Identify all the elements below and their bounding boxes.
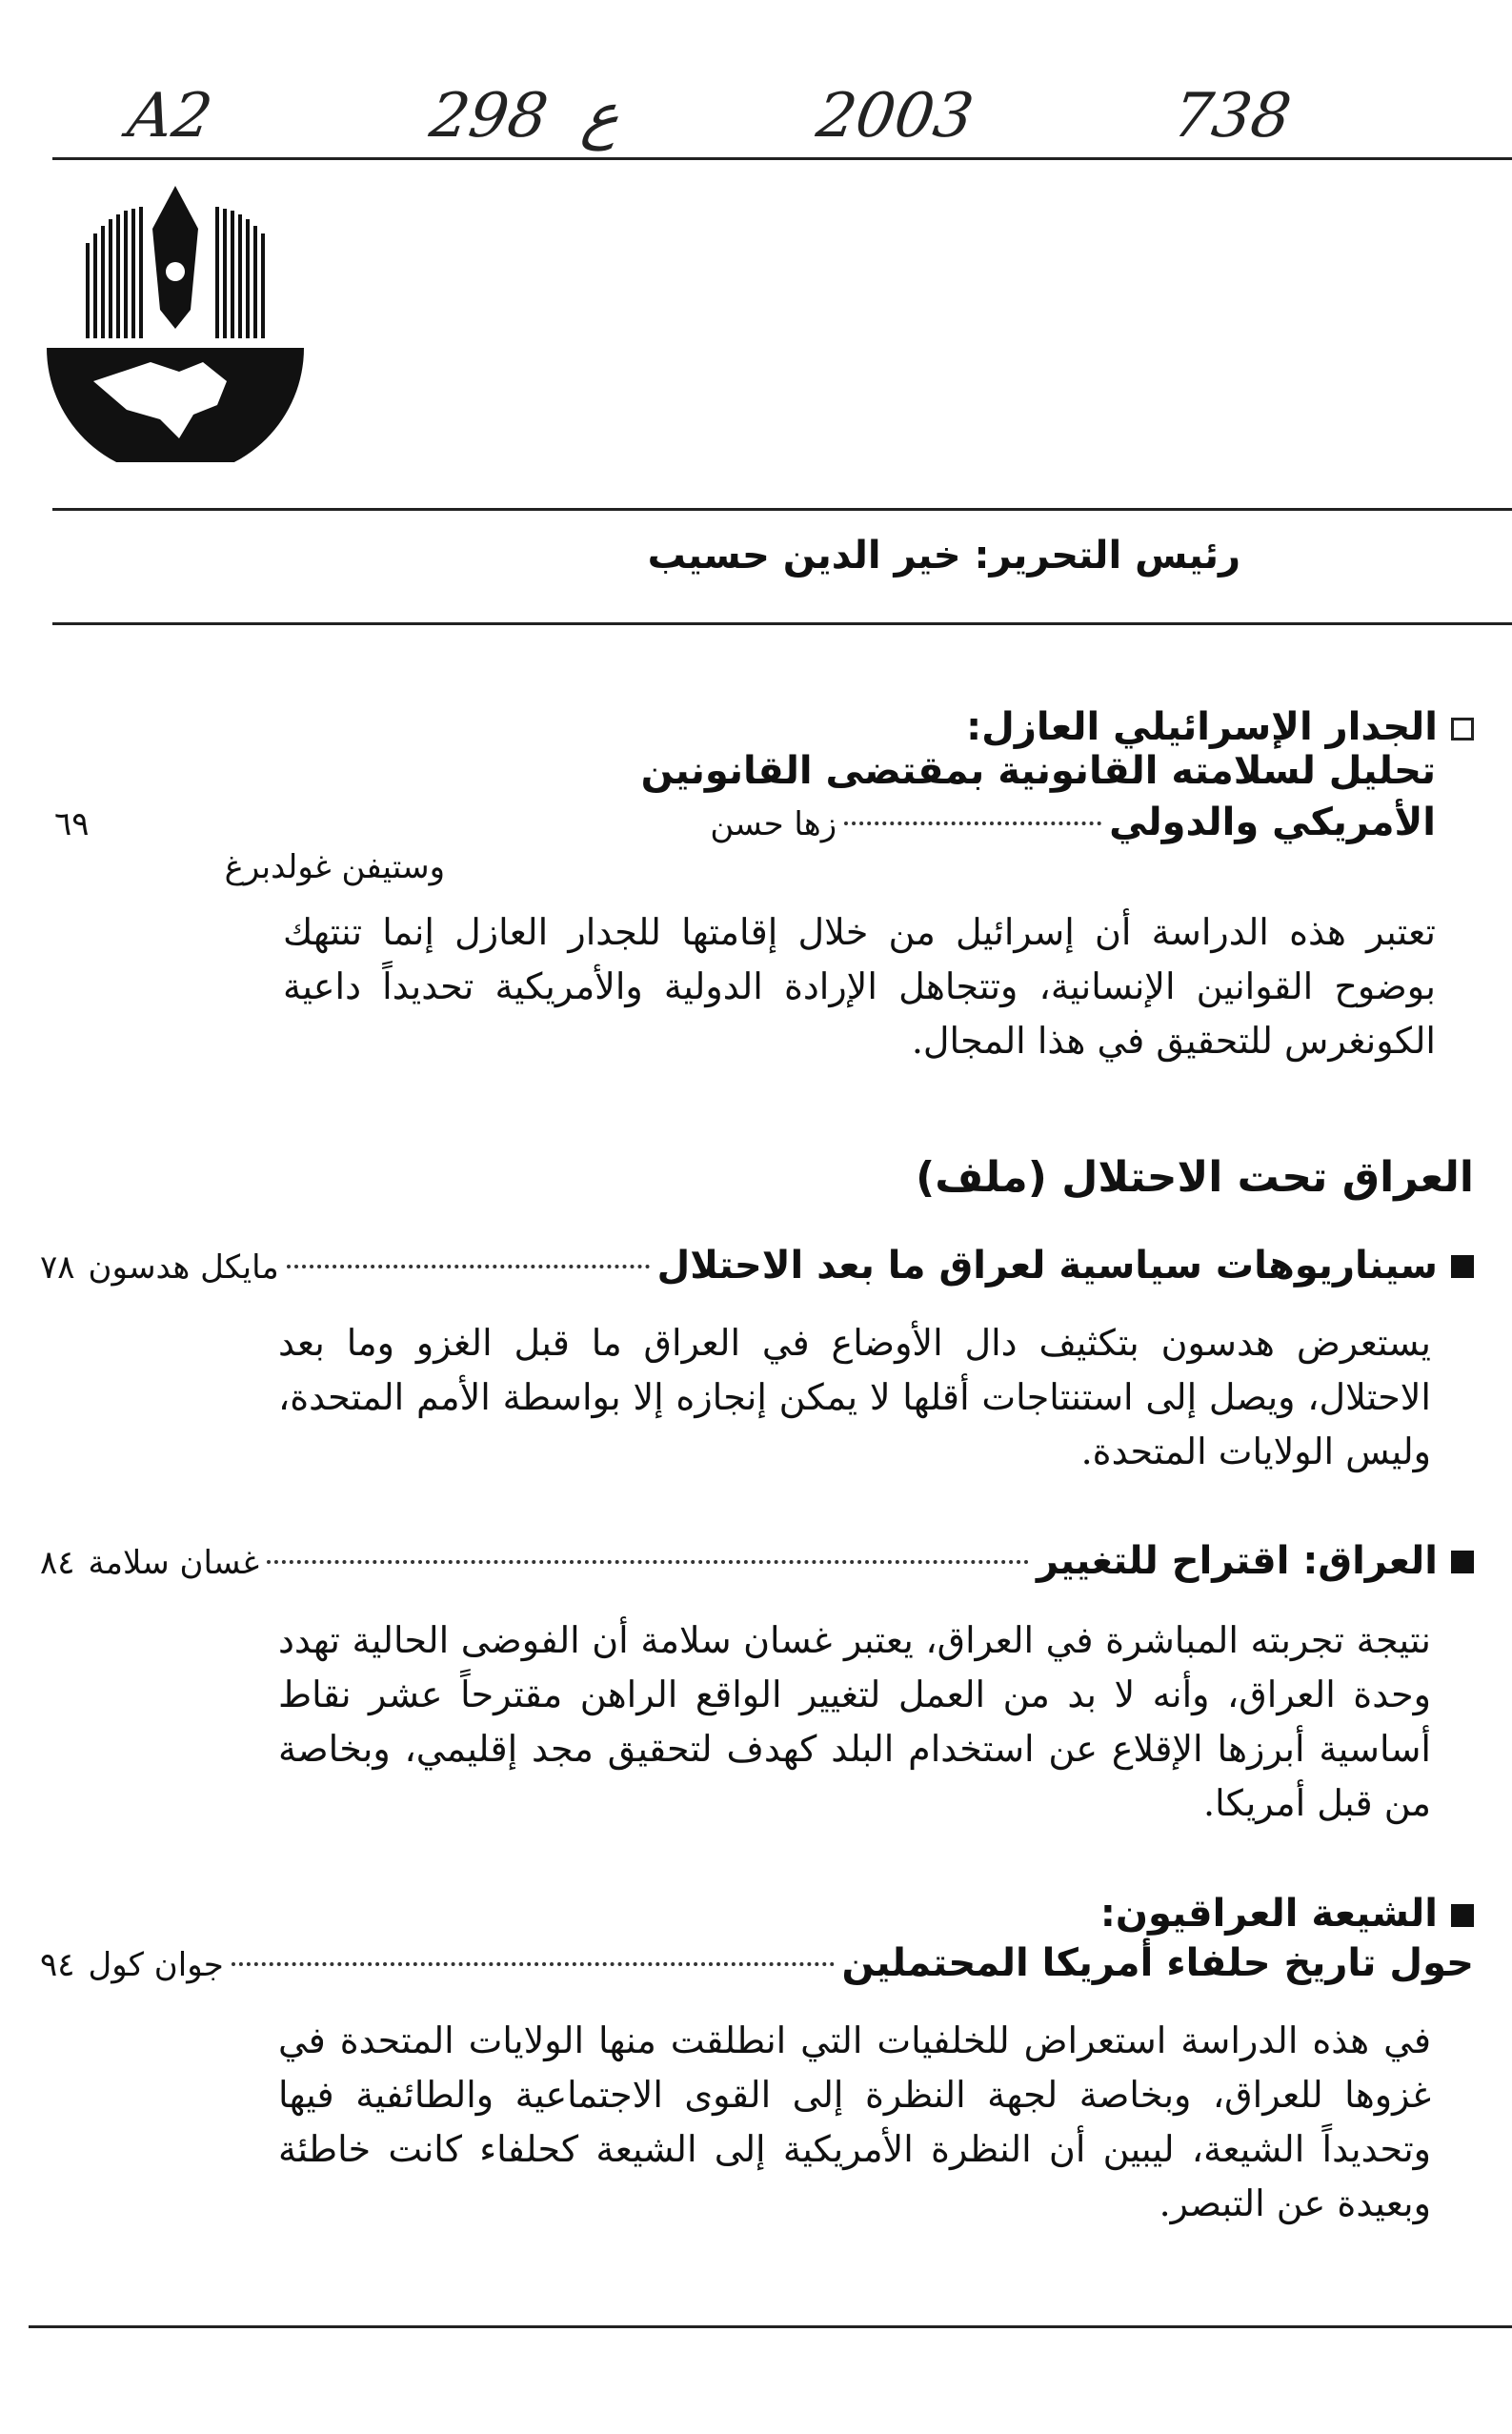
title-rule-bottom: [52, 622, 1512, 625]
handwritten-letter: ع: [577, 81, 625, 152]
article-author: جوان كول: [88, 1946, 224, 1984]
filled-square-bullet-icon: [1451, 1904, 1474, 1927]
article-title: العراق: اقتراح للتغيير: [1037, 1539, 1438, 1583]
hollow-square-bullet-icon: [1451, 718, 1474, 740]
article-title: الأمريكي والدولي: [1109, 801, 1436, 844]
editor-in-chief: رئيس التحرير: خير الدين حسيب: [647, 534, 1240, 578]
leader-dots: [267, 1560, 1029, 1564]
article-title: الجدار الإسرائيلي العازل:: [54, 705, 1474, 749]
article-toc-row: [54, 801, 1436, 844]
handwritten-code: A2: [123, 81, 217, 152]
article-proposal-for-change: [40, 1539, 1474, 1831]
article-title: سيناريوهات سياسية لعراق ما بعد الاحتلال: [656, 1244, 1438, 1288]
article-toc-row: [40, 1941, 1474, 1985]
handwritten-page-count: 738: [1168, 81, 1296, 152]
article-title: الشيعة العراقيون:: [40, 1892, 1474, 1936]
article-author: زها حسن: [710, 805, 837, 843]
article-summary: نتيجة تجربته المباشرة في العراق، يعتبر غسان سلامة أن الفوضى الحالية تهدد وحدة العراق، وأنه لا بد من العمل لتغيير الواقع الراهن مقترحاً عشر نقاط أساسية أبرزها الإقلاع عن استخدام البلد كهدف لتحقيق مجد إقليمي، وبخاصة من قبل أمريكا.: [278, 1619, 1431, 1824]
header-rule: [52, 157, 1512, 160]
article-title: تحليل لسلامته القانونية بمقتضى القانونين: [640, 749, 1436, 793]
footer-rule: [29, 2325, 1512, 2328]
article-political-scenarios: [40, 1244, 1474, 1479]
article-author: مايكل هدسون: [88, 1248, 279, 1287]
article-iraqi-shiites: [40, 1892, 1474, 2231]
section-heading: العراق تحت الاحتلال (ملف): [916, 1153, 1474, 1202]
article-title: حول تاريخ حلفاء أمريكا المحتملين: [841, 1941, 1474, 1985]
article-toc-row: [40, 1539, 1474, 1583]
filled-square-bullet-icon: [1451, 1255, 1474, 1278]
handwritten-issue-number: 298: [425, 81, 553, 152]
leader-dots: [844, 821, 1101, 825]
article-toc-row: [40, 1244, 1474, 1288]
article-separation-wall: [54, 705, 1474, 1068]
page-number: ٦٩: [54, 805, 90, 843]
article-summary: في هذه الدراسة استعراض للخلفيات التي انطلقت منها الولايات المتحدة في غزوها للعراق، وبخاصة لجهة النظرة إلى القوى الاجتماعية والطائفية فيها وتحديداً الشيعة، ليبين أن النظرة الأمريكية إلى الشيعة كحلفاء كانت خاطئة وبعيدة عن التبصر.: [278, 2019, 1432, 2224]
article-summary: يستعرض هدسون بتكثيف دال الأوضاع في العراق ما قبل الغزو وما بعد الاحتلال، ويصل إلى استنتاجات أقلها لا يمكن إنجازه إلا بواسطة الأمم المتحدة، وليس الولايات المتحدة.: [278, 1322, 1431, 1472]
page-number: ٩٤: [40, 1946, 75, 1984]
leader-dots: [232, 1962, 835, 1966]
leader-dots: [287, 1265, 650, 1268]
page-number: ٨٤: [40, 1544, 75, 1582]
center-logo: [36, 176, 314, 462]
article-author: وستيفن غولدبرغ: [224, 848, 445, 886]
title-rule-top: [52, 508, 1512, 511]
article-summary: تعتبر هذه الدراسة أن إسرائيل من خلال إقامتها للجدار العازل إنما تنتهك بوضوح القوانين الإنسانية، وتتجاهل الإرادة الدولية والأمريكية تحديداً داعية الكونغرس للتحقيق في هذا المجال.: [283, 911, 1436, 1062]
page-number: ٧٨: [40, 1248, 75, 1287]
filled-square-bullet-icon: [1451, 1551, 1474, 1573]
article-author: غسان سلامة: [88, 1544, 259, 1582]
handwritten-year: 2003: [812, 81, 978, 152]
